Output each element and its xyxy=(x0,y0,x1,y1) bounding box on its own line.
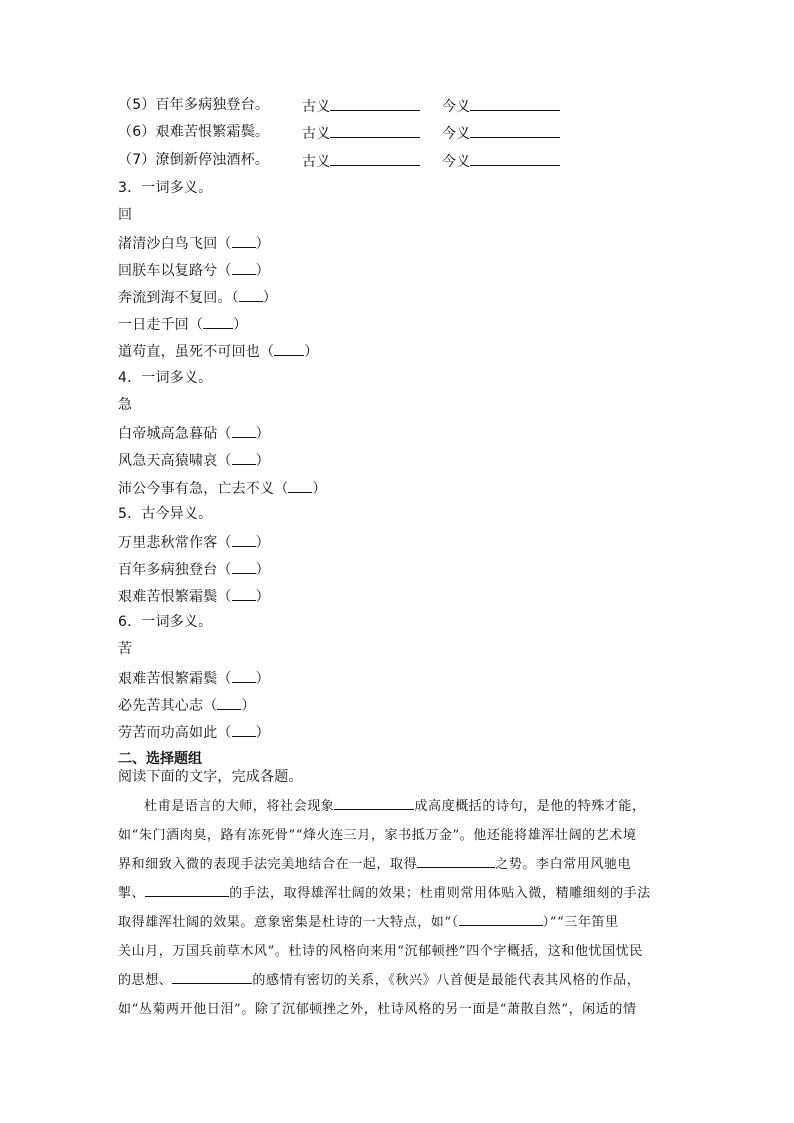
keyword: 急 xyxy=(118,397,133,413)
close-paren: ） xyxy=(304,344,319,360)
answer-blank[interactable] xyxy=(459,912,543,926)
paragraph-line xyxy=(118,908,678,937)
close-paren: ） xyxy=(255,562,270,578)
close-paren: ） xyxy=(233,317,248,333)
list-item xyxy=(118,314,247,334)
paragraph-line xyxy=(118,995,678,1024)
item-text: 回朕车以复路兮（ xyxy=(118,263,232,279)
answer-blank[interactable] xyxy=(232,233,256,248)
item-text: 艰难苦恨繁霜鬓（ xyxy=(118,589,232,605)
item-text: 一日走千回（ xyxy=(118,317,204,333)
answer-blank[interactable] xyxy=(274,341,304,356)
vocab-sentence: （5）百年多病独登台。 xyxy=(118,97,270,113)
item-text: 风急天高猿啸哀（ xyxy=(118,453,232,469)
list-item xyxy=(118,586,270,606)
modern-meaning-field xyxy=(442,96,560,116)
paragraph-line xyxy=(118,879,678,908)
keyword: 苦 xyxy=(118,641,133,657)
list-item xyxy=(118,722,270,742)
answer-blank[interactable] xyxy=(470,151,560,166)
answer-blank[interactable] xyxy=(330,123,420,138)
para-text: 之势。李白常用风驰电 xyxy=(495,857,632,872)
list-item xyxy=(118,559,270,579)
item-text: 道苟直，虽死不可回也（ xyxy=(118,344,275,360)
paragraph-line xyxy=(118,937,678,966)
para-text: 如“朱门酒肉臭，路有冻死骨”“烽火连三月，家书抵万金”。他还能将雄浑壮阔的艺术境 xyxy=(118,828,637,843)
list-item xyxy=(118,341,318,361)
close-paren: ） xyxy=(312,481,327,497)
list-item xyxy=(118,233,270,253)
ancient-meaning-field xyxy=(302,151,420,171)
question-title: 4．一词多义。 xyxy=(118,370,213,386)
modern-meaning-field xyxy=(442,123,560,143)
para-text: 的感情有密切的关系，《秋兴》八首便是最能代表其风格的作品， xyxy=(252,973,641,988)
answer-blank[interactable] xyxy=(232,668,256,683)
close-paren: ） xyxy=(255,725,270,741)
item-text: 渚清沙白鸟飞回（ xyxy=(118,236,232,252)
para-text: 的手法，取得雄浑壮阔的效果；杜甫则常用体贴入微，精雕细刻的手法 xyxy=(229,886,651,901)
list-item xyxy=(118,532,270,552)
ancient-label: 古义 xyxy=(302,99,331,115)
item-text: 沛公今事有急，亡去不义（ xyxy=(118,481,289,497)
ancient-label: 古义 xyxy=(302,154,331,170)
close-paren: ） xyxy=(255,426,270,442)
paragraph-line xyxy=(118,792,678,821)
item-text: 艰难苦恨繁霜鬓（ xyxy=(118,671,232,687)
paragraph-line xyxy=(118,821,678,850)
answer-blank[interactable] xyxy=(232,260,256,275)
para-text: 掣、 xyxy=(118,886,146,901)
keyword: 回 xyxy=(118,207,133,223)
close-paren: ） xyxy=(255,589,270,605)
question-title: 5．古今异义。 xyxy=(118,506,213,522)
answer-blank[interactable] xyxy=(334,796,414,810)
ancient-label: 古义 xyxy=(302,126,331,142)
close-paren: ） xyxy=(262,290,278,306)
para-text: 成高度概括的诗句，是他的特殊才能， xyxy=(414,799,646,814)
vocab-row xyxy=(118,123,471,142)
question-title: 6．一词多义。 xyxy=(118,614,213,630)
ancient-meaning-field xyxy=(302,96,420,116)
modern-label: 今义 xyxy=(442,99,471,115)
close-paren: ） xyxy=(255,671,270,687)
answer-blank[interactable] xyxy=(145,883,229,897)
item-text: 必先苦其心志（ xyxy=(118,698,218,714)
answer-blank[interactable] xyxy=(470,123,560,138)
vocab-row xyxy=(118,96,471,115)
question-title: 3．一词多义。 xyxy=(118,180,213,196)
close-paren: ） xyxy=(255,236,270,252)
answer-blank[interactable] xyxy=(232,586,256,601)
paragraph-line xyxy=(118,850,678,879)
answer-blank[interactable] xyxy=(232,450,256,465)
vocab-sentence: （7）潦倒新停浊酒杯。 xyxy=(118,152,270,168)
vocab-sentence: （6）艰难苦恨繁霜鬓。 xyxy=(118,124,270,140)
answer-blank[interactable] xyxy=(217,695,241,710)
para-text: 关山月，万国兵前草木风”。杜诗的风格向来用“沉郁顿挫”四个字概括，这和他忧国忧民 xyxy=(118,944,643,959)
item-text: 奔流到海不复回。（ xyxy=(118,290,239,306)
list-item xyxy=(118,695,256,715)
answer-blank[interactable] xyxy=(232,423,256,438)
list-item xyxy=(118,260,270,280)
item-text: 劳苦而功高如此（ xyxy=(118,725,232,741)
answer-blank[interactable] xyxy=(232,722,256,737)
close-paren: ） xyxy=(255,453,270,469)
answer-blank[interactable] xyxy=(330,151,420,166)
para-text: 界和细致入微的表现手法完美地结合在一起，取得 xyxy=(118,857,418,872)
ancient-meaning-field xyxy=(302,123,420,143)
modern-label: 今义 xyxy=(442,126,471,142)
answer-blank[interactable] xyxy=(232,532,256,547)
close-paren: ） xyxy=(255,263,270,279)
answer-blank[interactable] xyxy=(239,287,263,302)
para-text: ）”“三年笛里 xyxy=(542,915,619,930)
modern-meaning-field xyxy=(442,151,560,171)
close-paren: ） xyxy=(255,535,270,551)
list-item xyxy=(118,450,270,470)
vocab-row xyxy=(118,151,471,170)
para-text: 如“丛菊两开他日泪”。除了沉郁顿挫之外，杜诗风格的另一面是“萧散自然”，闲适的情 xyxy=(118,1002,637,1017)
list-item xyxy=(118,478,327,498)
para-text: 取得雄浑壮阔的效果。意象密集是杜诗的一大特点，如“（ xyxy=(118,915,459,930)
section-heading: 二、选择题组 xyxy=(118,751,202,767)
answer-blank[interactable] xyxy=(172,970,252,984)
section-instruction: 阅读下面的文字，完成各题。 xyxy=(118,769,303,785)
answer-blank[interactable] xyxy=(330,96,420,111)
close-paren: ） xyxy=(241,698,256,714)
answer-blank[interactable] xyxy=(203,314,233,329)
list-item xyxy=(118,287,277,307)
answer-blank[interactable] xyxy=(232,559,256,574)
modern-label: 今义 xyxy=(442,154,471,170)
list-item xyxy=(118,423,270,443)
list-item xyxy=(118,668,270,688)
answer-blank[interactable] xyxy=(470,96,560,111)
item-text: 百年多病独登台（ xyxy=(118,562,232,578)
para-text: 杜甫是语言的大师，将社会现象 xyxy=(144,799,335,814)
answer-blank[interactable] xyxy=(288,478,312,493)
paragraph-line xyxy=(118,966,678,995)
answer-blank[interactable] xyxy=(417,854,495,868)
para-text: 的思想、 xyxy=(118,973,173,988)
item-text: 万里悲秋常作客（ xyxy=(118,535,232,551)
item-text: 白帝城高急暮砧（ xyxy=(118,426,232,442)
